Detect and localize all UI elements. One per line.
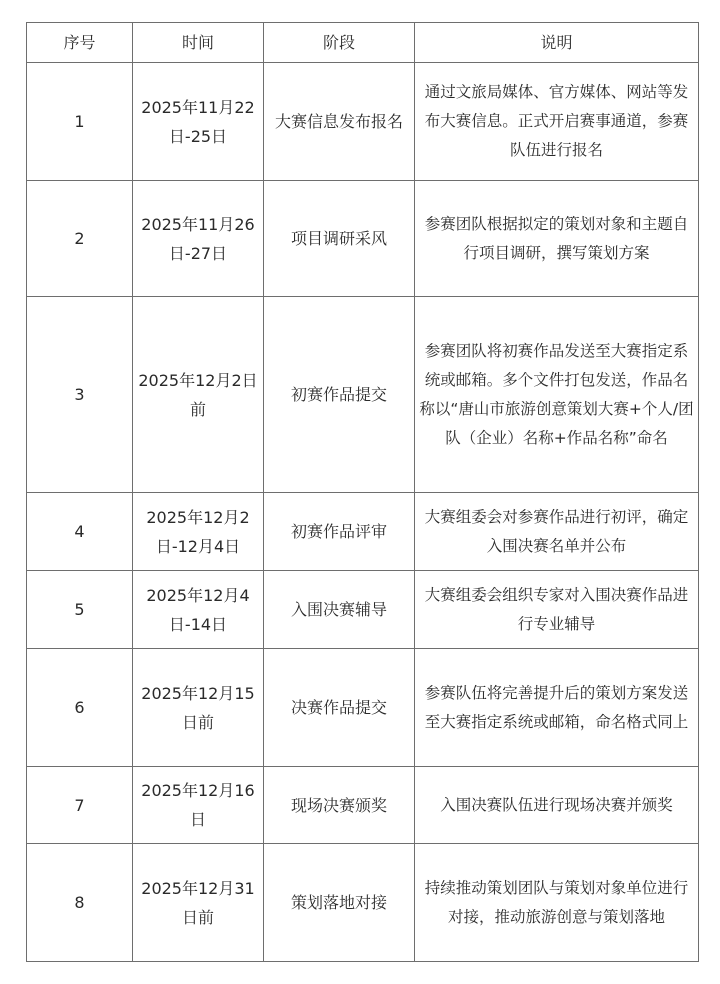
cell-desc: 持续推动策划团队与策划对象单位进行对接，推动旅游创意与策划落地 — [415, 844, 699, 962]
cell-time: 2025年12月2日前 — [133, 297, 264, 493]
cell-desc: 参赛团队将初赛作品发送至大赛指定系统或邮箱。多个文件打包发送，作品名称以“唐山市旅游创意策划大赛+个人/团队（企业）名称+作品名称”命名 — [415, 297, 699, 493]
header-time: 时间 — [133, 23, 264, 63]
cell-stage: 项目调研采风 — [264, 181, 415, 297]
cell-desc: 入围决赛队伍进行现场决赛并颁奖 — [415, 767, 699, 844]
cell-desc: 通过文旅局媒体、官方媒体、网站等发布大赛信息。正式开启赛事通道，参赛队伍进行报名 — [415, 63, 699, 181]
cell-stage: 初赛作品提交 — [264, 297, 415, 493]
cell-no: 8 — [27, 844, 133, 962]
cell-time: 2025年11月26日-27日 — [133, 181, 264, 297]
cell-no: 5 — [27, 571, 133, 649]
table-row — [27, 181, 699, 297]
cell-no: 2 — [27, 181, 133, 297]
cell-desc: 大赛组委会组织专家对入围决赛作品进行专业辅导 — [415, 571, 699, 649]
cell-time: 2025年12月16日 — [133, 767, 264, 844]
table-header-row — [27, 23, 699, 63]
cell-desc: 参赛队伍将完善提升后的策划方案发送至大赛指定系统或邮箱，命名格式同上 — [415, 649, 699, 767]
header-no: 序号 — [27, 23, 133, 63]
cell-time: 2025年11月22日-25日 — [133, 63, 264, 181]
table-row — [27, 493, 699, 571]
cell-no: 1 — [27, 63, 133, 181]
schedule-table — [26, 22, 699, 962]
header-desc: 说明 — [415, 23, 699, 63]
cell-stage: 入围决赛辅导 — [264, 571, 415, 649]
table-row — [27, 844, 699, 962]
table-row — [27, 63, 699, 181]
table-row — [27, 297, 699, 493]
cell-desc: 大赛组委会对参赛作品进行初评，确定入围决赛名单并公布 — [415, 493, 699, 571]
header-stage: 阶段 — [264, 23, 415, 63]
cell-stage: 策划落地对接 — [264, 844, 415, 962]
cell-no: 6 — [27, 649, 133, 767]
cell-stage: 初赛作品评审 — [264, 493, 415, 571]
table-row — [27, 649, 699, 767]
table-row — [27, 767, 699, 844]
cell-no: 4 — [27, 493, 133, 571]
cell-desc: 参赛团队根据拟定的策划对象和主题自行项目调研，撰写策划方案 — [415, 181, 699, 297]
cell-no: 7 — [27, 767, 133, 844]
cell-time: 2025年12月15日前 — [133, 649, 264, 767]
cell-stage: 决赛作品提交 — [264, 649, 415, 767]
table-row — [27, 571, 699, 649]
cell-time: 2025年12月2日-12月4日 — [133, 493, 264, 571]
cell-time: 2025年12月31日前 — [133, 844, 264, 962]
cell-stage: 现场决赛颁奖 — [264, 767, 415, 844]
cell-no: 3 — [27, 297, 133, 493]
cell-time: 2025年12月4日-14日 — [133, 571, 264, 649]
cell-stage: 大赛信息发布报名 — [264, 63, 415, 181]
